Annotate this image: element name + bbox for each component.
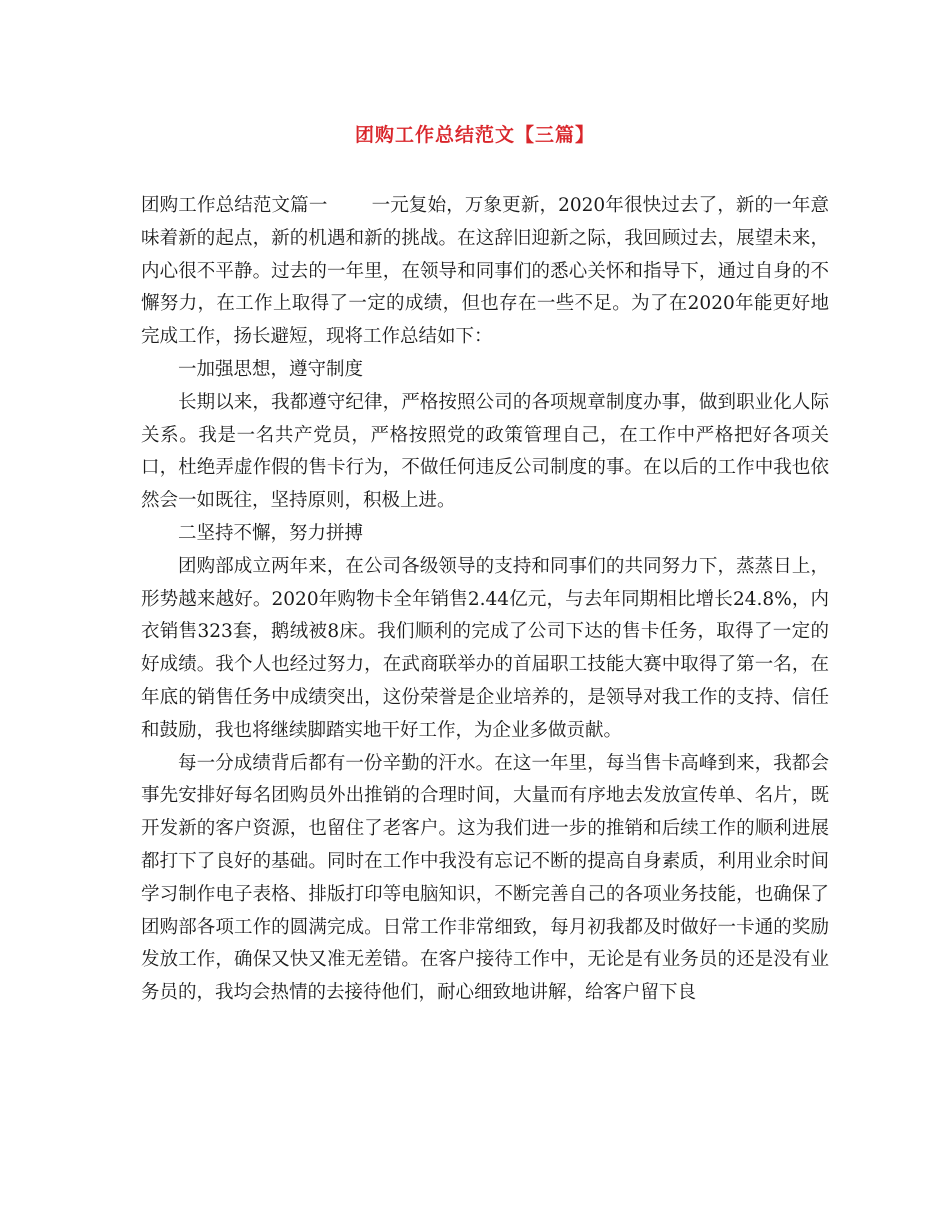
intro-text: 一元复始，万象更新，2020年很快过去了，新的一年意味着新的起点，新的机遇和新的挑战。在这辞旧迎新之际，我回顾过去，展望未来，内心很不平静。过去的一年里，在领导和同事们的悉心关怀和指导下，通过自身的不懈努力，在工作上取得了一定的成绩，但也存在一些不足。为了在2020年能更好地完成工作，扬长避短，现将工作总结如下：: [141, 195, 829, 348]
paragraph-1: 长期以来，我都遵守纪律，严格按照公司的各项规章制度办事，做到职业化人际关系。我是一名共产党员，严格按照党的政策管理自己，在工作中严格把好各项关口，杜绝弄虚作假的售卡行为，不做任何违反公司制度的事。在以后的工作中我也依然会一如既往，坚持原则，积极上进。: [141, 391, 829, 512]
document-body: [141, 190, 829, 1010]
section-heading-2: 二坚持不懈，努力拼搏: [178, 522, 364, 544]
paragraph-3: 每一分成绩背后都有一份辛勤的汗水。在这一年里，每当售卡高峰到来，我都会事先安排好每名团购员外出推销的合理时间，大量而有序地去发放宣传单、名片，既开发新的客户资源，也留住了老客户。这为我们进一步的推销和后续工作的顺利进展都打下了良好的基础。同时在工作中我没有忘记不断的提高自身素质，利用业余时间学习制作电子表格、排版打印等电脑知识，不断完善自己的各项业务技能，也确保了团购部各项工作的圆满完成。日常工作非常细致，每月初我都及时做好一卡通的奖励发放工作，确保又快又准无差错。在客户接待工作中，无论是有业务员的还是没有业务员的，我均会热情的去接待他们，耐心细致地讲解，给客户留下良: [141, 752, 829, 1004]
intro-paragraph: [141, 190, 829, 354]
section-label: 团购工作总结范文篇一: [141, 195, 328, 216]
paragraph-2: 团购部成立两年来，在公司各级领导的支持和同事们的共同努力下，蒸蒸日上，形势越来越好。2020年购物卡全年销售2.44亿元，与去年同期相比增长24.8%，内衣销售323套，鹅绒被8床。我们顺利的完成了公司下达的售卡任务，取得了一定的好成绩。我个人也经过努力，在武商联举办的首届职工技能大赛中取得了第一名，在年底的销售任务中成绩突出，这份荣誉是企业培养的，是领导对我工作的支持、信任和鼓励，我也将继续脚踏实地干好工作，为企业多做贡献。: [141, 555, 829, 741]
section-heading-1: 一加强思想，遵守制度: [178, 358, 364, 380]
document-title: 团购工作总结范文【三篇】: [354, 124, 595, 146]
